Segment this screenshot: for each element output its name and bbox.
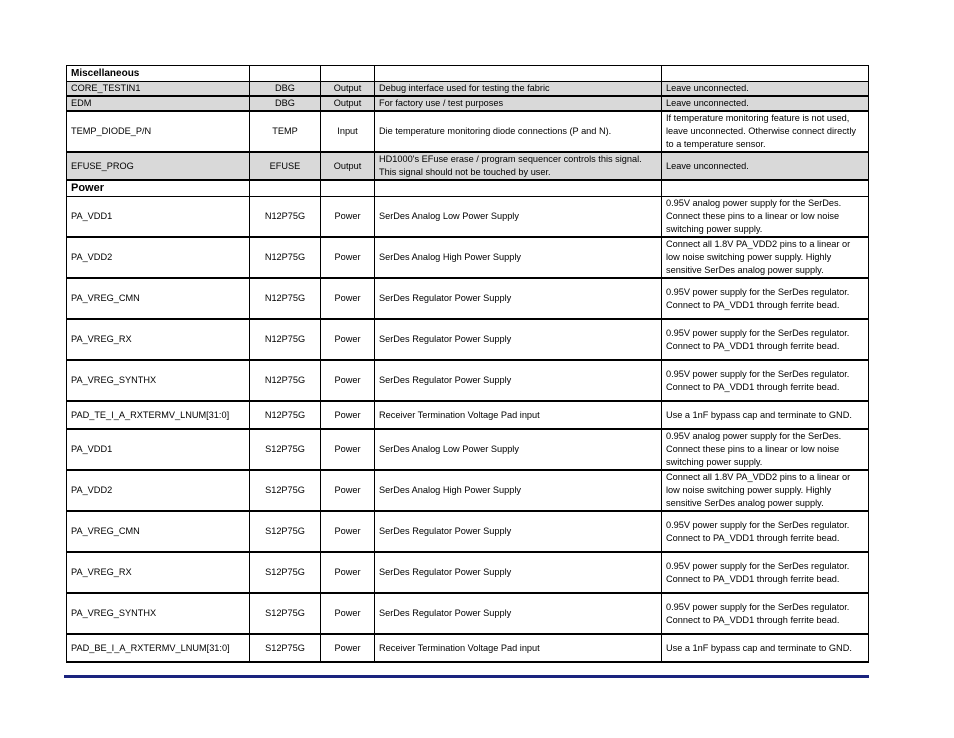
usage-note: Use a 1nF bypass cap and terminate to GND.	[662, 401, 869, 429]
bank: S12P75G	[250, 429, 321, 470]
usage-note: If temperature monitoring feature is not used, leave unconnected. Otherwise connect directly to a temperature sensor.	[662, 111, 869, 152]
pin-name: CORE_TESTIN1	[67, 82, 250, 97]
description: SerDes Analog High Power Supply	[375, 237, 662, 278]
bank: N12P75G	[250, 237, 321, 278]
table-row	[67, 319, 869, 360]
description: HD1000's EFuse erase / program sequencer controls this signal. This signal should not be touched by user.	[375, 152, 662, 180]
usage-note: Leave unconnected.	[662, 96, 869, 111]
bank: S12P75G	[250, 552, 321, 593]
description: Receiver Termination Voltage Pad input	[375, 401, 662, 429]
table-row	[67, 237, 869, 278]
section-header-miscellaneous	[67, 66, 869, 82]
pin-type: Power	[321, 470, 375, 511]
description: SerDes Regulator Power Supply	[375, 319, 662, 360]
pin-type: Power	[321, 593, 375, 634]
pin-type: Input	[321, 111, 375, 152]
usage-note: 0.95V power supply for the SerDes regulator. Connect to PA_VDD1 through ferrite bead.	[662, 319, 869, 360]
table-row	[67, 82, 869, 97]
pin-name: TEMP_DIODE_P/N	[67, 111, 250, 152]
bank: DBG	[250, 82, 321, 97]
description: SerDes Regulator Power Supply	[375, 278, 662, 319]
table-row	[67, 360, 869, 401]
description: SerDes Analog Low Power Supply	[375, 196, 662, 237]
section-title: Miscellaneous	[67, 66, 250, 82]
bank: S12P75G	[250, 634, 321, 662]
pin-name: PA_VREG_SYNTHX	[67, 360, 250, 401]
usage-note: Connect all 1.8V PA_VDD2 pins to a linear or low noise switching power supply. Highly sensitive SerDes analog power supply.	[662, 237, 869, 278]
section-header-power	[67, 180, 869, 196]
table-row	[67, 593, 869, 634]
table-row	[67, 96, 869, 111]
pin-type: Power	[321, 319, 375, 360]
bank: S12P75G	[250, 593, 321, 634]
usage-note: Leave unconnected.	[662, 152, 869, 180]
pin-type: Power	[321, 237, 375, 278]
pin-type: Power	[321, 429, 375, 470]
section-title: Power	[67, 180, 250, 196]
pin-name: PAD_TE_I_A_RXTERMV_LNUM[31:0]	[67, 401, 250, 429]
pin-name: PA_VDD2	[67, 470, 250, 511]
description: Receiver Termination Voltage Pad input	[375, 634, 662, 662]
description: SerDes Analog High Power Supply	[375, 470, 662, 511]
pin-description-table	[66, 65, 869, 663]
pin-name: PA_VREG_CMN	[67, 511, 250, 552]
usage-note: 0.95V power supply for the SerDes regulator. Connect to PA_VDD1 through ferrite bead.	[662, 278, 869, 319]
description: SerDes Regulator Power Supply	[375, 511, 662, 552]
pin-name: PA_VREG_RX	[67, 552, 250, 593]
pin-type: Output	[321, 152, 375, 180]
pin-type: Power	[321, 278, 375, 319]
bank: DBG	[250, 96, 321, 111]
pin-name: PA_VDD2	[67, 237, 250, 278]
bank: S12P75G	[250, 511, 321, 552]
description: SerDes Analog Low Power Supply	[375, 429, 662, 470]
usage-note: Leave unconnected.	[662, 82, 869, 97]
description: Debug interface used for testing the fabric	[375, 82, 662, 97]
bank: TEMP	[250, 111, 321, 152]
table-row	[67, 511, 869, 552]
pin-type: Power	[321, 401, 375, 429]
table-row	[67, 196, 869, 237]
pin-type: Output	[321, 96, 375, 111]
pin-name: PA_VREG_SYNTHX	[67, 593, 250, 634]
bank: N12P75G	[250, 278, 321, 319]
table-row	[67, 152, 869, 180]
usage-note: 0.95V power supply for the SerDes regulator. Connect to PA_VDD1 through ferrite bead.	[662, 593, 869, 634]
usage-note: 0.95V power supply for the SerDes regulator. Connect to PA_VDD1 through ferrite bead.	[662, 360, 869, 401]
pin-name: PA_VDD1	[67, 196, 250, 237]
table-row	[67, 429, 869, 470]
bank: N12P75G	[250, 319, 321, 360]
usage-note: 0.95V analog power supply for the SerDes. Connect these pins to a linear or low noise switching power supply.	[662, 196, 869, 237]
table-row	[67, 634, 869, 662]
pin-name: EFUSE_PROG	[67, 152, 250, 180]
table-row	[67, 470, 869, 511]
usage-note: Connect all 1.8V PA_VDD2 pins to a linear or low noise switching power supply. Highly sensitive SerDes analog power supply.	[662, 470, 869, 511]
usage-note: 0.95V power supply for the SerDes regulator. Connect to PA_VDD1 through ferrite bead.	[662, 552, 869, 593]
description: Die temperature monitoring diode connections (P and N).	[375, 111, 662, 152]
table-row	[67, 111, 869, 152]
table-row	[67, 552, 869, 593]
description: SerDes Regulator Power Supply	[375, 360, 662, 401]
footer-rule	[64, 675, 869, 678]
usage-note: 0.95V power supply for the SerDes regulator. Connect to PA_VDD1 through ferrite bead.	[662, 511, 869, 552]
pin-type: Output	[321, 82, 375, 97]
description: For factory use / test purposes	[375, 96, 662, 111]
pin-name: EDM	[67, 96, 250, 111]
description: SerDes Regulator Power Supply	[375, 593, 662, 634]
bank: N12P75G	[250, 401, 321, 429]
pin-type: Power	[321, 511, 375, 552]
pin-type: Power	[321, 360, 375, 401]
usage-note: 0.95V analog power supply for the SerDes. Connect these pins to a linear or low noise switching power supply.	[662, 429, 869, 470]
usage-note: Use a 1nF bypass cap and terminate to GND.	[662, 634, 869, 662]
table-row	[67, 401, 869, 429]
pin-name: PA_VREG_RX	[67, 319, 250, 360]
bank: S12P75G	[250, 470, 321, 511]
pin-type: Power	[321, 196, 375, 237]
table-row	[67, 278, 869, 319]
description: SerDes Regulator Power Supply	[375, 552, 662, 593]
bank: N12P75G	[250, 196, 321, 237]
pin-type: Power	[321, 634, 375, 662]
pin-name: PA_VDD1	[67, 429, 250, 470]
pin-name: PA_VREG_CMN	[67, 278, 250, 319]
bank: EFUSE	[250, 152, 321, 180]
pin-name: PAD_BE_I_A_RXTERMV_LNUM[31:0]	[67, 634, 250, 662]
pin-type: Power	[321, 552, 375, 593]
bank: N12P75G	[250, 360, 321, 401]
